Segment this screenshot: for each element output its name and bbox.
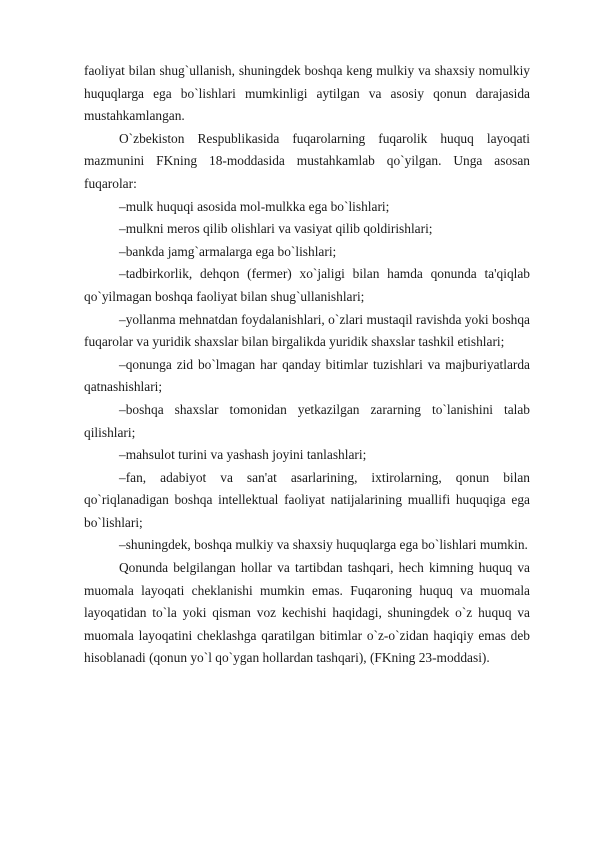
paragraph-capacity-limitation: Qonunda belgilangan hollar va tartibdan tashqari, hech kimning huquq va muomala layoqati cheklanishi mumkin emas. Fuqaroning huquq va muomala layoqatidan to`la yoki qisman voz kechishi haqidagi, shuningdek o`z huquq va muomala layoqatini cheklashga qaratilgan bitimlar o`z-o`zidan haqiqiy emas deb hisoblanadi (qonun yo`l qo`ygan hollardan tashqari), (FKning 23-moddasi). [84, 560, 530, 666]
list-item-other-rights: –shuningdek, boshqa mulkiy va shaxsiy huquqlarga ega bo`lishlari mumkin. [119, 537, 528, 553]
paragraph-continuation: faoliyat bilan shug`ullanish, shuningdek boshqa keng mulkiy va shaxsiy nomulkiy huquqlarga ega bo`lishlari mumkinligi aytilgan va asosiy qonun darajasida mustahkamlangan. [84, 63, 530, 124]
paragraph-legal-capacity-intro: O`zbekiston Respublikasida fuqarolarning fuqarolik huquq layoqati mazmunini FKning 18-moddasida mustahkamlab qo`yilgan. Unga asosan fuqarolar: [84, 130, 530, 191]
list-item-transactions: –qonunga zid bo`lmagan har qanday bitimlar tuzishlari va majburiyatlarda qatnashishlari; [84, 356, 530, 395]
list-item-bank-savings: –bankda jamg`armalarga ega bo`lishlari; [119, 243, 337, 259]
list-item-occupation-residence: –mahsulot turini va yashash joyini tanlashlari; [119, 447, 367, 463]
list-item-intellectual-property: –fan, adabiyot va san'at asarlarining, ixtirolarning, qonun bilan qo`riqlanadigan boshqa intellektual faoliyat natijalarining muallifi huquqiga ega bo`lishlari; [84, 469, 530, 530]
list-item-hired-labor: –yollanma mehnatdan foydalanishlari, o`zlari mustaqil ravishda yoki boshqa fuqarolar va yuridik shaxslar bilan birgalikda yuridik shaxslar tashkil etishlari; [84, 311, 530, 350]
list-item-entrepreneurship: –tadbirkorlik, dehqon (fermer) xo`jaligi bilan hamda qonunda ta'qiqlab qo`yilmagan boshqa faoliyat bilan shug`ullanishlari; [84, 266, 530, 304]
list-item-inheritance: –mulkni meros qilib olishlari va vasiyat qilib qoldirishlari; [119, 221, 433, 237]
list-item-property-ownership: –mulk huquqi asosida mol-mulkka ega bo`lishlari; [119, 198, 390, 214]
list-item-damages: –boshqa shaxslar tomonidan yetkazilgan zararning to`lanishini talab qilishlari; [84, 401, 530, 440]
